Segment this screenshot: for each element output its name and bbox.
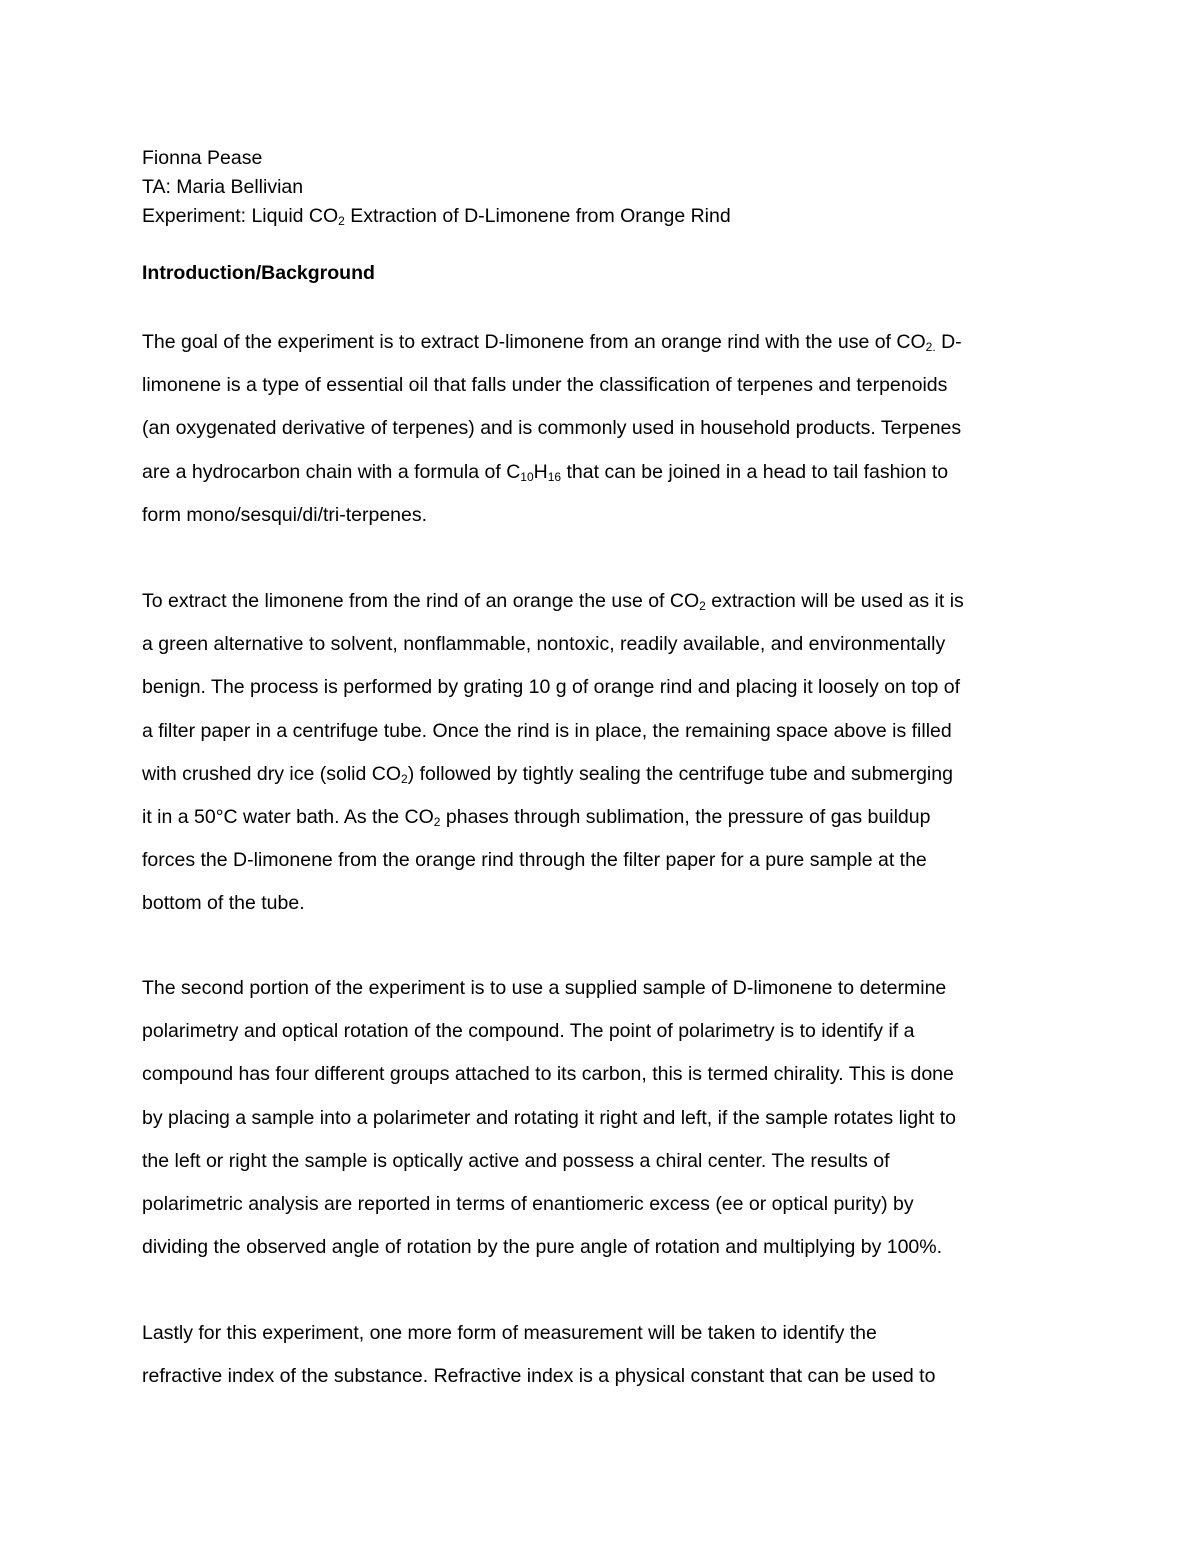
text-line: a filter paper in a centrifuge tube. Once the rind is in place, the remaining space above is filled	[142, 719, 952, 742]
paragraph-goal	[142, 321, 1082, 537]
author-name: Fionna Pease	[142, 147, 263, 169]
text-line: limonene is a type of essential oil that falls under the classification of terpenes and terpenoids	[142, 374, 948, 397]
paragraph-refractive-index	[142, 1312, 1082, 1398]
text-line: compound has four different groups attached to its carbon, this is termed chirality. This is done	[142, 1063, 954, 1086]
paragraph-extraction	[142, 580, 1082, 926]
text-line: refractive index of the substance. Refractive index is a physical constant that can be used to	[142, 1365, 936, 1388]
text-line: polarimetry and optical rotation of the compound. The point of polarimetry is to identify if a	[142, 1020, 915, 1043]
text-line: form mono/sesqui/di/tri-terpenes.	[142, 503, 428, 526]
text-line: Lastly for this experiment, one more form of measurement will be taken to identify the	[142, 1322, 877, 1344]
text-line: (an oxygenated derivative of terpenes) and is commonly used in household products. Terpenes	[142, 417, 962, 440]
text-line: the left or right the sample is optically active and possess a chiral center. The results of	[142, 1149, 890, 1172]
text-line: are a hydrocarbon chain with a formula of $C_{10}H_{16}$ that can be joined in a head to tail fashion to	[142, 460, 949, 484]
text-line: To extract the limonene from the rind of an orange the use of $CO_2$ extraction will be used as it is	[142, 590, 964, 613]
text-line: dividing the observed angle of rotation by the pure angle of rotation and multiplying by 100%.	[142, 1236, 943, 1259]
paragraph-polarimetry	[142, 967, 1082, 1269]
section-heading: Introduction/Background	[142, 262, 375, 284]
text-line: forces the D-limonene from the orange rind through the filter paper for a pure sample at the	[142, 849, 927, 872]
text-line: The second portion of the experiment is to use a supplied sample of D-limonene to determine	[142, 977, 947, 999]
text-line: by placing a sample into a polarimeter and rotating it right and left, if the sample rotates light to	[142, 1106, 957, 1129]
text-line: polarimetric analysis are reported in terms of enantiomeric excess (ee or optical purity) by	[142, 1193, 914, 1216]
text-line: it in a 50°C water bath. As the $CO_2$ phases through sublimation, the pressure of gas buildup	[142, 806, 931, 830]
text-line: The goal of the experiment is to extract D-limonene from an orange rind with the use of $CO_{2.}$ D-	[142, 331, 962, 354]
document-header	[142, 144, 1082, 231]
text-line: benign. The process is performed by grating 10 g of orange rind and placing it loosely on top of	[142, 676, 961, 699]
text-line: with crushed dry ice (solid $CO_2$) followed by tightly sealing the centrifuge tube and submerging	[142, 762, 953, 786]
text-line: a green alternative to solvent, nonflammable, nontoxic, readily available, and environmentally	[142, 633, 946, 656]
text-line: bottom of the tube.	[142, 892, 305, 915]
experiment-title: Experiment: Liquid $CO_2$ Extraction of D-Limonene from Orange Rind	[142, 205, 731, 228]
ta-name: TA: Maria Bellivian	[142, 176, 304, 198]
